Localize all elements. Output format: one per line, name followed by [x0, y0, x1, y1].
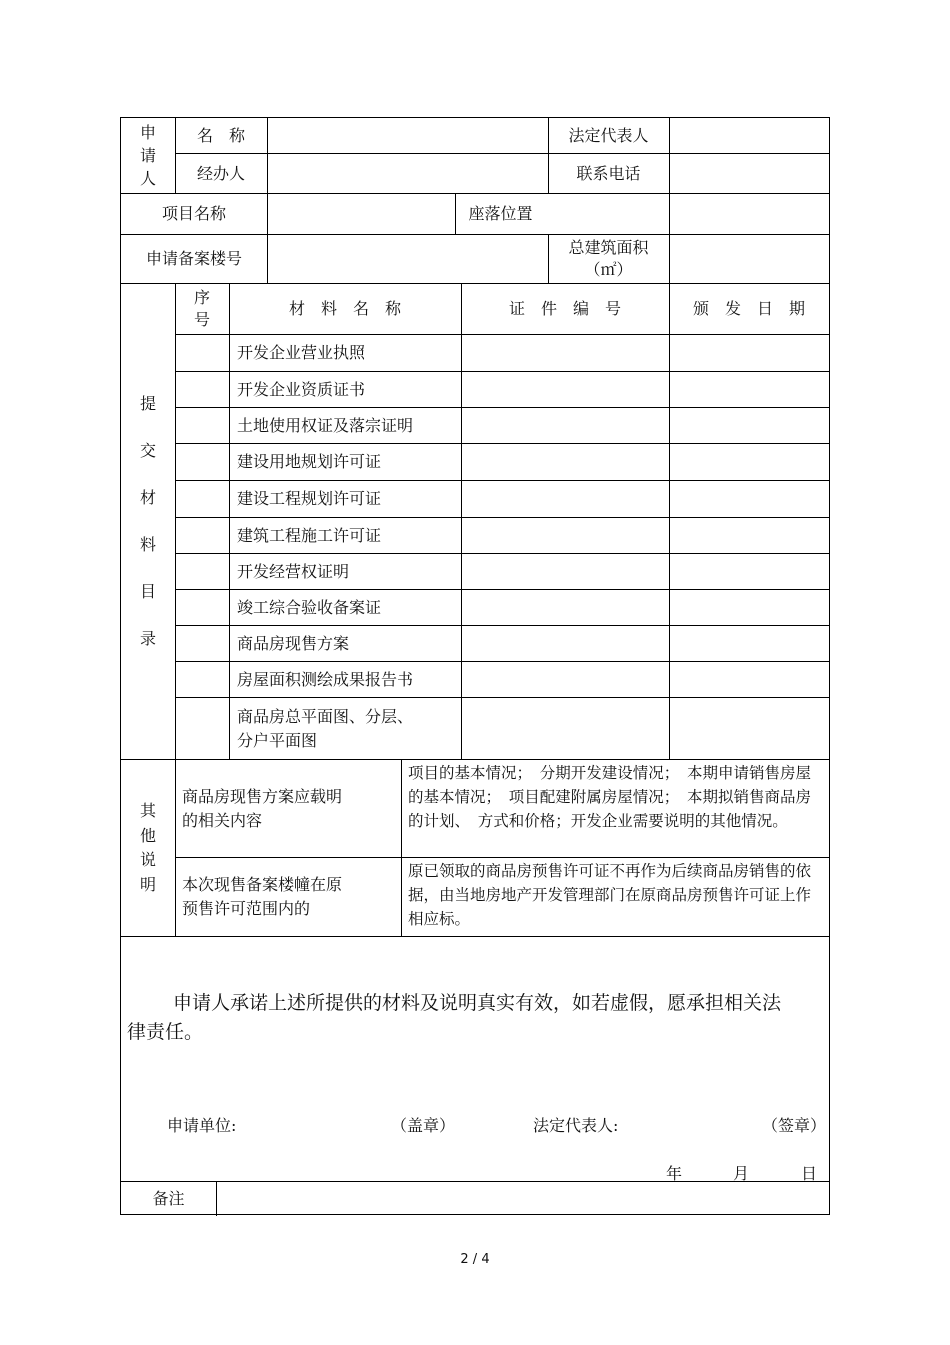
declaration-rep-label: 法定代表人:: [533, 1116, 619, 1135]
building-number-label: 申请备案楼号: [145, 249, 242, 268]
remarks-field[interactable]: [217, 1182, 829, 1215]
material-item: 竣工综合验收备案证: [237, 597, 382, 617]
material-item: 开发企业营业执照: [237, 343, 366, 362]
date-month-label: 月: [733, 1164, 750, 1183]
applicant-unit-label: 申请单位:: [167, 1116, 237, 1135]
header-seq: 序 号: [193, 288, 210, 329]
header-cert-number: 证 件 编 号: [508, 299, 621, 318]
materials-section-label: 提 交 材 料 目 录: [139, 394, 156, 649]
material-item: 房屋面积测绘成果报告书: [237, 669, 414, 689]
material-item: 建设工程规划许可证: [237, 489, 382, 508]
location-label: 座落位置: [468, 204, 533, 223]
other-section-label: 其 他 说 明: [139, 801, 156, 894]
other-row-content: 原已领取的商品房预售许可证不再作为后续商品房销售的依据，由当地房地产开发管理部门在原商品房预售许可证上作相应标。: [408, 862, 812, 928]
project-name-field[interactable]: [267, 194, 455, 234]
phone-field[interactable]: [669, 154, 829, 193]
applicant-name-field[interactable]: [267, 118, 548, 153]
material-item: 建设用地规划许可证: [237, 452, 382, 471]
date-year-label: 年: [666, 1164, 683, 1183]
location-field[interactable]: [548, 194, 829, 234]
material-item: 商品房总平面图、分层、 分户平面图: [237, 706, 414, 750]
seal-label: （盖章）: [391, 1116, 456, 1135]
page-number: 2 / 4: [460, 1252, 490, 1267]
handler-label: 经办人: [196, 163, 245, 183]
other-row-label: 商品房现售方案应载明 的相关内容: [182, 786, 343, 830]
total-area-label: 总建筑面积 （㎡）: [568, 238, 649, 279]
date-day-label: 日: [801, 1164, 818, 1183]
other-row-content: 项目的基本情况； 分期开发建设情况； 本期申请销售房屋的基本情况； 项目配建附属房屋情况； 本期拟销售商品房的计划、 方式和价格；开发企业需要说明的其他情况。: [408, 764, 812, 830]
building-number-field[interactable]: [267, 235, 548, 283]
total-area-field[interactable]: [669, 235, 829, 283]
header-issue-date: 颁 发 日 期: [692, 299, 805, 318]
legal-rep-label: 法定代表人: [568, 125, 649, 145]
material-item: 土地使用权证及落宗证明: [237, 415, 414, 435]
applicant-name-label: 名 称: [196, 125, 245, 145]
handler-field[interactable]: [267, 154, 548, 193]
legal-rep-field[interactable]: [669, 118, 829, 153]
material-item: 建筑工程施工许可证: [237, 525, 382, 545]
declaration-text: 申请人承诺上述所提供的材料及说明真实有效，如若虚假，愿承担相关法律责任。: [127, 992, 782, 1043]
sign-label: （签章）: [762, 1116, 827, 1135]
material-item: 开发经营权证明: [237, 561, 350, 581]
material-item: 商品房现售方案: [237, 633, 350, 653]
material-item: 开发企业资质证书: [237, 379, 366, 399]
applicant-section-label: 申 请 人: [139, 123, 156, 188]
other-row-label: 本次现售备案楼幢在原 预售许可范围内的: [182, 875, 343, 918]
remarks-label: 备注: [152, 1188, 185, 1208]
filing-form-table: [120, 117, 830, 1215]
project-name-label: 项目名称: [161, 204, 226, 223]
header-material-name: 材 料 名 称: [288, 299, 401, 318]
phone-label: 联系电话: [576, 163, 641, 183]
